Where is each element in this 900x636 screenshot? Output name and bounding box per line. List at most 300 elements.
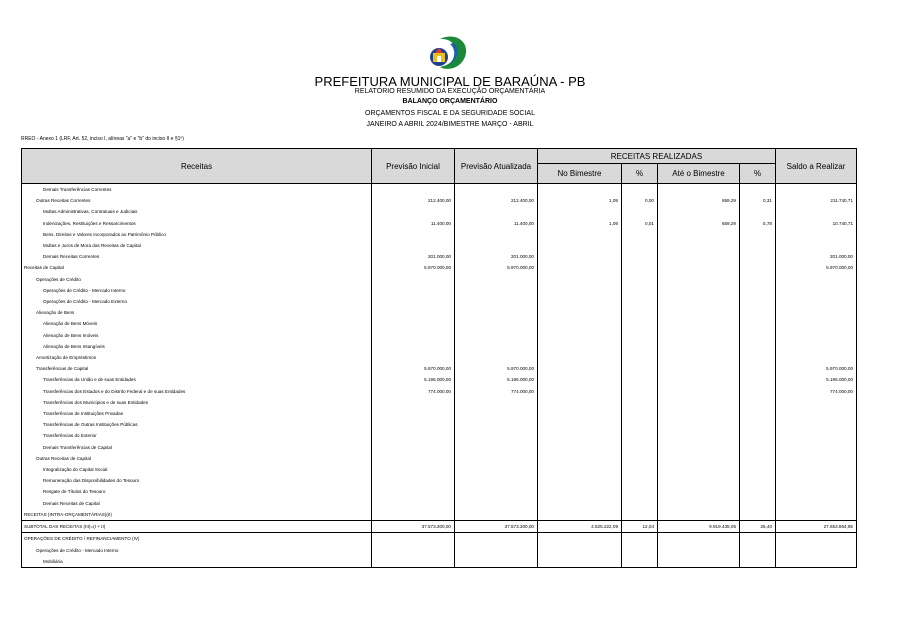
previsao-inicial-cell: [372, 408, 455, 419]
table-row: [22, 262, 857, 273]
saldo-cell: 10.740,71: [776, 218, 857, 229]
saldo-cell: [776, 240, 857, 251]
table-row: [22, 464, 857, 475]
previsao-atualizada-cell: [455, 464, 538, 475]
ate-bimestre-cell: [658, 285, 740, 296]
previsao-inicial-cell: [372, 509, 455, 521]
pct-acumulado-cell: [740, 397, 776, 408]
ate-bimestre-cell: [658, 442, 740, 453]
saldo-cell: [776, 307, 857, 318]
ate-bimestre-cell: [658, 307, 740, 318]
previsao-atualizada-cell: 5.196.000,00: [455, 374, 538, 385]
row-label: Outras Receitas de Capital: [22, 453, 372, 464]
pct-bimestre-cell: [622, 442, 658, 453]
previsao-inicial-cell: [372, 533, 455, 545]
saldo-cell: [776, 184, 857, 196]
saldo-cell: [776, 509, 857, 521]
ate-bimestre-cell: [658, 296, 740, 307]
row-label: Demais Receitas de Capital: [22, 498, 372, 509]
previsao-atualizada-cell: [455, 307, 538, 318]
row-label: Remuneração das Disponibilidades do Tesouro: [22, 475, 372, 486]
table-row: [22, 251, 857, 262]
report-period: JANEIRO A ABRIL 2024/BIMESTRE MARÇO - ABRIL: [366, 121, 534, 128]
saldo-cell: [776, 475, 857, 486]
previsao-atualizada-cell: [455, 419, 538, 430]
pct-bimestre-cell: [622, 184, 658, 196]
ate-bimestre-cell: [658, 408, 740, 419]
saldo-cell: 774.000,00: [776, 386, 857, 397]
saldo-cell: 5.970.000,00: [776, 262, 857, 273]
row-label: Transferências de Instituições Privadas: [22, 408, 372, 419]
pct-bimestre-cell: [622, 262, 658, 273]
row-label: Transferências da União e de suas Entidades: [22, 374, 372, 385]
previsao-atualizada-cell: 5.970.000,00: [455, 363, 538, 374]
previsao-atualizada-cell: [455, 397, 538, 408]
saldo-cell: [776, 408, 857, 419]
table-row: [22, 486, 857, 497]
no-bimestre-cell: [538, 262, 622, 273]
previsao-inicial-cell: [372, 430, 455, 441]
no-bimestre-cell: [538, 307, 622, 318]
ate-bimestre-cell: [658, 330, 740, 341]
previsao-atualizada-cell: 37.573.300,00: [455, 521, 538, 533]
pct-bimestre-cell: 0,00: [622, 195, 658, 206]
table-row: [22, 430, 857, 441]
no-bimestre-cell: [538, 206, 622, 217]
pct-bimestre-cell: [622, 408, 658, 419]
col-receitas: Receitas: [22, 149, 372, 184]
ate-bimestre-cell: [658, 229, 740, 240]
previsao-inicial-cell: [372, 419, 455, 430]
saldo-cell: [776, 486, 857, 497]
row-label: Bens, Direitos e Valores Incorporados ao Patrimônio Público: [22, 229, 372, 240]
no-bimestre-cell: [538, 386, 622, 397]
no-bimestre-cell: [538, 318, 622, 329]
saldo-cell: [776, 419, 857, 430]
previsao-atualizada-cell: [455, 240, 538, 251]
previsao-atualizada-cell: [455, 408, 538, 419]
previsao-atualizada-cell: [455, 352, 538, 363]
saldo-cell: 211.740,71: [776, 195, 857, 206]
no-bimestre-cell: [538, 419, 622, 430]
table-row: [22, 285, 857, 296]
no-bimestre-cell: [538, 330, 622, 341]
previsao-atualizada-cell: [455, 442, 538, 453]
ate-bimestre-cell: 659,29: [658, 218, 740, 229]
saldo-cell: [776, 430, 857, 441]
previsao-inicial-cell: 774.000,00: [372, 386, 455, 397]
table-row: [22, 374, 857, 385]
table-row: [22, 442, 857, 453]
pct-acumulado-cell: [740, 318, 776, 329]
row-label: Demais Transferências Correntes: [22, 184, 372, 196]
ate-bimestre-cell: [658, 509, 740, 521]
no-bimestre-cell: [538, 229, 622, 240]
row-label: Alienação de Bens Móveis: [22, 318, 372, 329]
row-label: Transferências de Outras Instituições Públicas: [22, 419, 372, 430]
row-label: Operações de Crédito - Mercado Interno: [22, 545, 372, 556]
ate-bimestre-cell: [658, 419, 740, 430]
pct-bimestre-cell: [622, 363, 658, 374]
ate-bimestre-cell: [658, 341, 740, 352]
no-bimestre-cell: [538, 545, 622, 556]
previsao-atualizada-cell: [455, 274, 538, 285]
table-row: [22, 296, 857, 307]
report-name: RELATÓRIO RESUMIDO DA EXECUÇÃO ORÇAMENTÁRIA: [354, 88, 546, 95]
table-row: [22, 352, 857, 363]
pct-acumulado-cell: [740, 251, 776, 262]
previsao-inicial-cell: 5.970.000,00: [372, 262, 455, 273]
saldo-cell: [776, 397, 857, 408]
saldo-cell: [776, 498, 857, 509]
no-bimestre-cell: [538, 533, 622, 545]
ate-bimestre-cell: [658, 386, 740, 397]
no-bimestre-cell: [538, 509, 622, 521]
pct-acumulado-cell: [740, 330, 776, 341]
previsao-inicial-cell: 201.000,00: [372, 251, 455, 262]
no-bimestre-cell: [538, 556, 622, 568]
table-row: [22, 545, 857, 556]
previsao-inicial-cell: [372, 556, 455, 568]
pct-bimestre-cell: [622, 229, 658, 240]
row-label: OPERAÇÕES DE CRÉDITO / REFINANCIAMENTO (IV): [22, 533, 372, 545]
pct-acumulado-cell: [740, 296, 776, 307]
ate-bimestre-cell: [658, 545, 740, 556]
ate-bimestre-cell: [658, 374, 740, 385]
table-row: [22, 363, 857, 374]
pct-bimestre-cell: [622, 486, 658, 497]
saldo-cell: 5.196.000,00: [776, 374, 857, 385]
pct-acumulado-cell: [740, 498, 776, 509]
previsao-atualizada-cell: [455, 486, 538, 497]
saldo-cell: [776, 330, 857, 341]
row-label: Multas e Juros de Mora das Receitas de Capital: [22, 240, 372, 251]
pct-bimestre-cell: [622, 341, 658, 352]
ate-bimestre-cell: [658, 206, 740, 217]
previsao-atualizada-cell: [455, 206, 538, 217]
pct-acumulado-cell: [740, 184, 776, 196]
pct-acumulado-cell: [740, 229, 776, 240]
no-bimestre-cell: [538, 464, 622, 475]
no-bimestre-cell: [538, 498, 622, 509]
pct-bimestre-cell: [622, 240, 658, 251]
col-previsao-inicial: Previsão Inicial: [372, 149, 455, 184]
previsao-atualizada-cell: [455, 475, 538, 486]
previsao-atualizada-cell: 5.970.000,00: [455, 262, 538, 273]
previsao-inicial-cell: [372, 352, 455, 363]
pct-acumulado-cell: [740, 442, 776, 453]
pct-bimestre-cell: [622, 307, 658, 318]
pct-bimestre-cell: [622, 251, 658, 262]
pct-acumulado-cell: [740, 556, 776, 568]
previsao-inicial-cell: [372, 545, 455, 556]
row-label: Alienação de Bens Imóveis: [22, 330, 372, 341]
pct-bimestre-cell: [622, 374, 658, 385]
ate-bimestre-cell: [658, 184, 740, 196]
pct-bimestre-cell: [622, 533, 658, 545]
ate-bimestre-cell: [658, 556, 740, 568]
table-row: [22, 341, 857, 352]
col-previsao-atualizada: Previsão Atualizada: [455, 149, 538, 184]
previsao-inicial-cell: [372, 464, 455, 475]
pct-acumulado-cell: [740, 285, 776, 296]
row-label: Transferências de Capital: [22, 363, 372, 374]
table-row: [22, 556, 857, 568]
row-label: Alienação de Bens: [22, 307, 372, 318]
ate-bimestre-cell: 9.919.435,05: [658, 521, 740, 533]
pct-bimestre-cell: [622, 330, 658, 341]
row-label: Transferências dos Municípios e de suas Entidades: [22, 397, 372, 408]
page-title: PREFEITURA MUNICIPAL DE BARAÚNA - PB: [314, 74, 586, 89]
pct-bimestre-cell: [622, 464, 658, 475]
row-label: RECEITAS (INTRA-ORÇAMENTÁRIAS)(II): [22, 509, 372, 521]
ate-bimestre-cell: [658, 430, 740, 441]
ate-bimestre-cell: [658, 498, 740, 509]
pct-bimestre-cell: 0,01: [622, 218, 658, 229]
previsao-inicial-cell: [372, 453, 455, 464]
ate-bimestre-cell: [658, 318, 740, 329]
annex-reference: RREO - Anexo 1 (LRF, Art. 52, inciso I, alíneas "a" e "b" do inciso II e §1º): [21, 136, 184, 142]
no-bimestre-cell: [538, 486, 622, 497]
table-row: [22, 240, 857, 251]
previsao-atualizada-cell: [455, 341, 538, 352]
pct-bimestre-cell: [622, 453, 658, 464]
row-label: Receitas de Capital: [22, 262, 372, 273]
row-label: Mobiliária: [22, 556, 372, 568]
pct-acumulado-cell: [740, 533, 776, 545]
previsao-atualizada-cell: [455, 533, 538, 545]
pct-bimestre-cell: [622, 285, 658, 296]
no-bimestre-cell: 1,09: [538, 218, 622, 229]
col-pct-acumulado: %: [740, 164, 776, 184]
no-bimestre-cell: [538, 341, 622, 352]
previsao-inicial-cell: [372, 274, 455, 285]
previsao-atualizada-cell: [455, 285, 538, 296]
no-bimestre-cell: [538, 184, 622, 196]
pct-acumulado-cell: [740, 386, 776, 397]
pct-acumulado-cell: [740, 274, 776, 285]
table-row: [22, 330, 857, 341]
pct-bimestre-cell: [622, 430, 658, 441]
previsao-inicial-cell: [372, 206, 455, 217]
table-row: [22, 218, 857, 229]
table-row: [22, 498, 857, 509]
no-bimestre-cell: [538, 374, 622, 385]
pct-bimestre-cell: [622, 419, 658, 430]
saldo-cell: [776, 453, 857, 464]
balance-table: [21, 148, 857, 568]
table-row: [22, 419, 857, 430]
table-row: [22, 397, 857, 408]
ate-bimestre-cell: [658, 251, 740, 262]
pct-acumulado-cell: [740, 363, 776, 374]
ate-bimestre-cell: [658, 453, 740, 464]
no-bimestre-cell: [538, 240, 622, 251]
row-label: Integralização do Capital Social: [22, 464, 372, 475]
table-row: [22, 521, 857, 533]
saldo-cell: [776, 274, 857, 285]
table-row: [22, 274, 857, 285]
pct-acumulado-cell: [740, 240, 776, 251]
pct-bimestre-cell: [622, 509, 658, 521]
col-pct-bimestre: %: [622, 164, 658, 184]
table-row: [22, 307, 857, 318]
row-label: Amortização de Empréstimos: [22, 352, 372, 363]
saldo-cell: 5.970.000,00: [776, 363, 857, 374]
saldo-cell: 27.653.864,95: [776, 521, 857, 533]
previsao-atualizada-cell: [455, 453, 538, 464]
previsao-inicial-cell: 37.573.300,00: [372, 521, 455, 533]
pct-acumulado-cell: [740, 453, 776, 464]
previsao-inicial-cell: 5.196.000,00: [372, 374, 455, 385]
table-row: [22, 229, 857, 240]
pct-bimestre-cell: [622, 475, 658, 486]
no-bimestre-cell: [538, 430, 622, 441]
ate-bimestre-cell: [658, 262, 740, 273]
previsao-inicial-cell: [372, 341, 455, 352]
no-bimestre-cell: [538, 475, 622, 486]
pct-acumulado-cell: [740, 206, 776, 217]
pct-acumulado-cell: [740, 486, 776, 497]
previsao-inicial-cell: 212.400,00: [372, 195, 455, 206]
pct-bimestre-cell: [622, 397, 658, 408]
no-bimestre-cell: [538, 251, 622, 262]
previsao-inicial-cell: 11.400,00: [372, 218, 455, 229]
pct-acumulado-cell: [740, 262, 776, 273]
previsao-inicial-cell: [372, 397, 455, 408]
row-label: Transferências do Exterior: [22, 430, 372, 441]
ate-bimestre-cell: [658, 352, 740, 363]
previsao-inicial-cell: [372, 498, 455, 509]
col-saldo: Saldo a Realizar: [776, 149, 857, 184]
row-label: Transferências dos Estados e do Distrito Federal e de suas Entidades: [22, 386, 372, 397]
pct-bimestre-cell: [622, 352, 658, 363]
saldo-cell: [776, 556, 857, 568]
previsao-atualizada-cell: [455, 184, 538, 196]
table-row: [22, 453, 857, 464]
ate-bimestre-cell: [658, 475, 740, 486]
pct-acumulado-cell: [740, 341, 776, 352]
previsao-atualizada-cell: [455, 498, 538, 509]
previsao-atualizada-cell: [455, 509, 538, 521]
pct-acumulado-cell: [740, 545, 776, 556]
no-bimestre-cell: [538, 296, 622, 307]
row-label: Outras Receitas Correntes: [22, 195, 372, 206]
previsao-atualizada-cell: 212.400,00: [455, 195, 538, 206]
ate-bimestre-cell: [658, 464, 740, 475]
pct-acumulado-cell: [740, 408, 776, 419]
pct-bimestre-cell: [622, 206, 658, 217]
no-bimestre-cell: [538, 408, 622, 419]
pct-acumulado-cell: [740, 475, 776, 486]
saldo-cell: [776, 352, 857, 363]
row-label: Resgate de Títulos do Tesouro: [22, 486, 372, 497]
previsao-inicial-cell: [372, 442, 455, 453]
saldo-cell: [776, 229, 857, 240]
row-label: Indenizações, Restituições e Ressarcimentos: [22, 218, 372, 229]
saldo-cell: [776, 296, 857, 307]
previsao-atualizada-cell: [455, 229, 538, 240]
previsao-inicial-cell: [372, 307, 455, 318]
ate-bimestre-cell: 659,29: [658, 195, 740, 206]
previsao-inicial-cell: [372, 318, 455, 329]
report-scope: ORÇAMENTOS FISCAL E DA SEGURIDADE SOCIAL: [365, 110, 535, 117]
ate-bimestre-cell: [658, 240, 740, 251]
table-row: [22, 318, 857, 329]
table-row: [22, 509, 857, 521]
table-row: [22, 206, 857, 217]
table-row: [22, 195, 857, 206]
col-ate-bimestre: Até o Bimestre: [658, 164, 740, 184]
saldo-cell: [776, 533, 857, 545]
ate-bimestre-cell: [658, 533, 740, 545]
previsao-inicial-cell: [372, 285, 455, 296]
row-label: Alienação de Bens Intangíveis: [22, 341, 372, 352]
previsao-atualizada-cell: [455, 430, 538, 441]
no-bimestre-cell: [538, 453, 622, 464]
no-bimestre-cell: [538, 285, 622, 296]
no-bimestre-cell: 4.525.222,09: [538, 521, 622, 533]
previsao-inicial-cell: [372, 240, 455, 251]
saldo-cell: [776, 442, 857, 453]
saldo-cell: [776, 285, 857, 296]
no-bimestre-cell: [538, 442, 622, 453]
row-label: Demais Transferências de Capital: [22, 442, 372, 453]
pct-acumulado-cell: 26,40: [740, 521, 776, 533]
pct-bimestre-cell: 12,04: [622, 521, 658, 533]
previsao-atualizada-cell: [455, 330, 538, 341]
municipal-logo: [426, 33, 470, 73]
pct-acumulado-cell: [740, 374, 776, 385]
pct-bimestre-cell: [622, 545, 658, 556]
row-label: SUBTOTAL DAS RECEITAS (III)=(I + II): [22, 521, 372, 533]
pct-acumulado-cell: [740, 464, 776, 475]
pct-bimestre-cell: [622, 274, 658, 285]
saldo-cell: [776, 545, 857, 556]
saldo-cell: [776, 318, 857, 329]
saldo-cell: [776, 341, 857, 352]
previsao-atualizada-cell: [455, 545, 538, 556]
ate-bimestre-cell: [658, 397, 740, 408]
previsao-inicial-cell: [372, 229, 455, 240]
row-label: Operações de Crédito: [22, 274, 372, 285]
table-row: [22, 475, 857, 486]
previsao-atualizada-cell: [455, 318, 538, 329]
previsao-atualizada-cell: [455, 556, 538, 568]
row-label: Operações de Crédito - Mercado Interno: [22, 285, 372, 296]
table-row: [22, 533, 857, 545]
previsao-inicial-cell: [372, 475, 455, 486]
row-label: Multas Administrativas, Contratuais e Judiciais: [22, 206, 372, 217]
ate-bimestre-cell: [658, 486, 740, 497]
pct-acumulado-cell: 5,78: [740, 218, 776, 229]
pct-bimestre-cell: [622, 318, 658, 329]
table-row: [22, 408, 857, 419]
pct-acumulado-cell: [740, 307, 776, 318]
pct-bimestre-cell: [622, 386, 658, 397]
table-row: [22, 184, 857, 196]
report-subtitle: BALANÇO ORÇAMENTÁRIO: [402, 98, 498, 105]
no-bimestre-cell: [538, 352, 622, 363]
previsao-atualizada-cell: [455, 296, 538, 307]
pct-acumulado-cell: [740, 430, 776, 441]
col-no-bimestre: No Bimestre: [538, 164, 622, 184]
saldo-cell: [776, 206, 857, 217]
no-bimestre-cell: [538, 397, 622, 408]
previsao-atualizada-cell: 774.000,00: [455, 386, 538, 397]
saldo-cell: 201.000,00: [776, 251, 857, 262]
previsao-atualizada-cell: 11.400,00: [455, 218, 538, 229]
